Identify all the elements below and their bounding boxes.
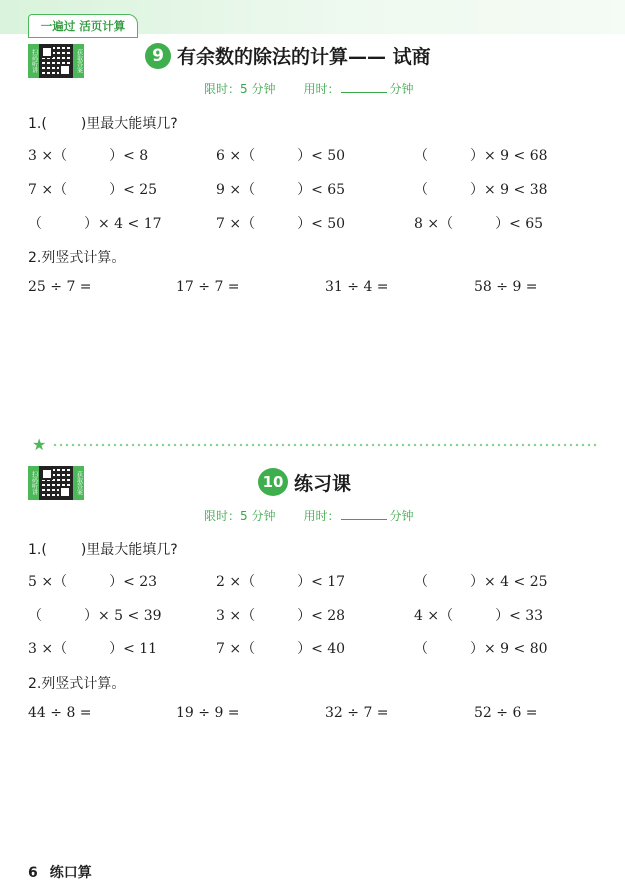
qr-code-icon (39, 466, 73, 500)
fill-item[interactable]: 7 ×（ ）< 50 (216, 216, 346, 232)
division-problem[interactable]: 31 ÷ 4 = (325, 279, 389, 295)
lesson-title (145, 42, 431, 69)
lesson-title-text: 有余数的除法的计算—— 试商 (177, 46, 431, 68)
footer-label: 练口算 (49, 865, 92, 881)
lesson-number-badge: 9 (145, 43, 171, 69)
lesson-title (258, 468, 351, 496)
question-1-suffix: )里最大能填几? (80, 116, 178, 132)
fill-item[interactable]: 3 ×（ ）< 28 (216, 608, 346, 624)
fill-item[interactable]: 9 ×（ ）< 65 (216, 182, 346, 198)
division-problem[interactable]: 58 ÷ 9 = (474, 279, 538, 295)
qr-side-label-right: 获取答案 (73, 466, 84, 500)
division-problem[interactable]: 17 ÷ 7 = (176, 279, 240, 295)
lesson-number-badge: 10 (258, 468, 288, 496)
time-used-blank[interactable] (341, 509, 387, 520)
time-row (204, 507, 413, 524)
fill-item[interactable]: 7 ×（ ）< 40 (216, 641, 346, 657)
fill-item[interactable]: 8 ×（ ）< 65 (414, 216, 544, 232)
question-1-heading (28, 539, 178, 559)
time-used-label: 用时： (303, 509, 340, 523)
fill-item[interactable]: 3 ×（ ）< 8 (28, 148, 149, 164)
question-1-heading (28, 113, 178, 133)
question-1-prefix: 1.( (28, 116, 47, 132)
division-problem[interactable]: 44 ÷ 8 = (28, 705, 92, 721)
fill-item[interactable]: （ ）× 9 < 38 (414, 182, 548, 198)
fill-item[interactable]: 4 ×（ ）< 33 (414, 608, 544, 624)
brand-tab: 一遍过 活页计算 (28, 14, 138, 38)
page-footer (28, 862, 92, 882)
time-row (204, 80, 413, 97)
star-icon: ★ (32, 435, 47, 454)
qr-side-label-right: 获取答案 (73, 44, 84, 78)
fill-item[interactable]: 3 ×（ ）< 11 (28, 641, 158, 657)
fill-item[interactable]: 7 ×（ ）< 25 (28, 182, 158, 198)
time-used-unit: 分钟 (389, 82, 414, 96)
fill-item[interactable]: （ ）× 9 < 68 (414, 148, 548, 164)
dotted-line (52, 443, 597, 447)
question-1-prefix: 1.( (28, 542, 47, 558)
fill-item[interactable]: （ ）× 4 < 25 (414, 574, 548, 590)
fill-item[interactable]: 2 ×（ ）< 17 (216, 574, 346, 590)
page-number: 6 (28, 865, 38, 881)
qr-code (28, 466, 84, 500)
fill-item[interactable]: 6 ×（ ）< 50 (216, 148, 346, 164)
qr-code (28, 44, 84, 78)
qr-code-icon (39, 44, 73, 78)
time-used-unit: 分钟 (389, 509, 414, 523)
lesson-title-text: 练习课 (294, 472, 352, 495)
time-limit: 限时：5 分钟 (204, 509, 276, 523)
division-problem[interactable]: 32 ÷ 7 = (325, 705, 389, 721)
section-divider (32, 435, 597, 454)
question-2-heading: 2.列竖式计算。 (28, 676, 126, 692)
qr-side-label-left: 扫码听讲 (28, 44, 39, 78)
division-problem[interactable]: 19 ÷ 9 = (176, 705, 240, 721)
fill-item[interactable]: 5 ×（ ）< 23 (28, 574, 158, 590)
fill-item[interactable]: （ ）× 5 < 39 (28, 608, 162, 624)
fill-item[interactable]: （ ）× 4 < 17 (28, 216, 162, 232)
division-problem[interactable]: 25 ÷ 7 = (28, 279, 92, 295)
qr-side-label-left: 扫码听讲 (28, 466, 39, 500)
fill-item[interactable]: （ ）× 9 < 80 (414, 641, 548, 657)
division-problem[interactable]: 52 ÷ 6 = (474, 705, 538, 721)
time-used-blank[interactable] (341, 82, 387, 93)
question-1-suffix: )里最大能填几? (80, 542, 178, 558)
question-2-heading: 2.列竖式计算。 (28, 250, 126, 266)
time-used-label: 用时： (303, 82, 340, 96)
time-limit: 限时：5 分钟 (204, 82, 276, 96)
